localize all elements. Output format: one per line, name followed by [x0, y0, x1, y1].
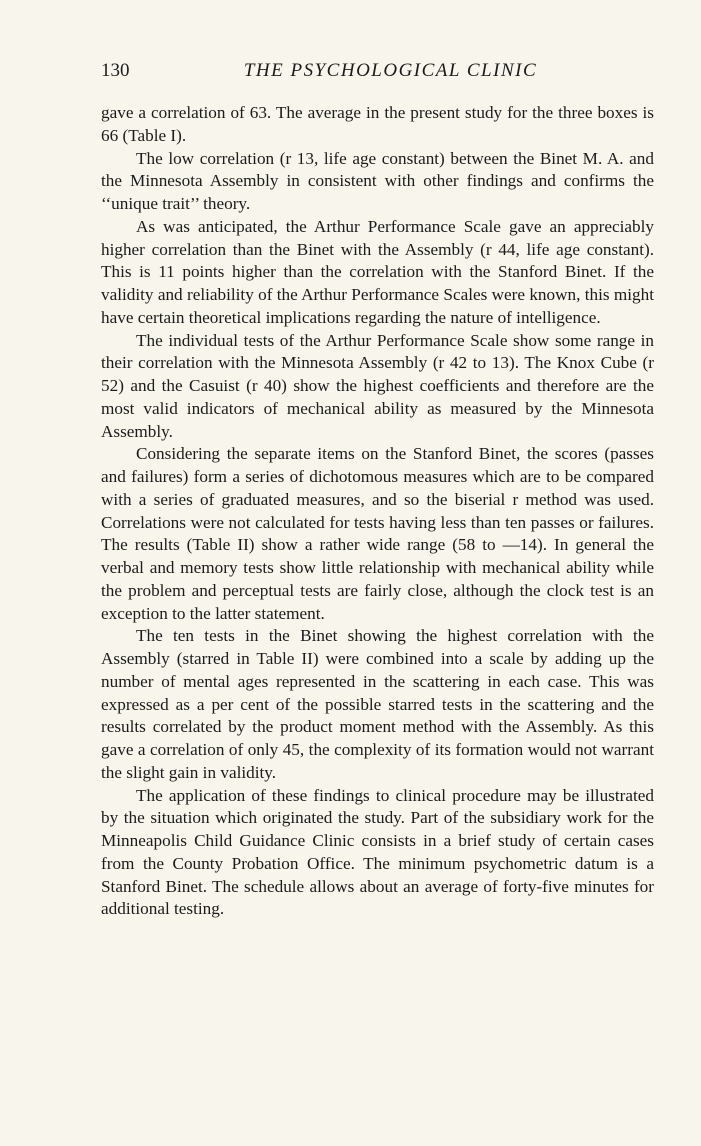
- paragraph: The ten tests in the Binet showing the highest correlation with the Assembly (starred in Table II) were combined into a scale by adding up the number of mental ages represented in the scattering in each case. This was expressed as a per cent of the possible starred tests in the scattering and the results correlated by the product moment method with the Assembly. As this gave a correlation of only 45, the complexity of its formation would not warrant the slight gain in validity.: [101, 626, 654, 782]
- paragraph: Considering the separate items on the Stanford Binet, the scores (passes and failures) form a series of dichotomous measures which are to be compared with a series of graduated measures, and so the biserial r method was used. Correlations were not calculated for tests having less than ten passes or failures. The results (Table II) show a rather wide range (58 to —14). In general the verbal and memory tests show little relationship with mechanical ability while the problem and perceptual tests are fairly close, although the clock test is an exception to the latter statement.: [101, 444, 654, 623]
- paragraph: gave a correlation of 63. The average in the present study for the three boxes is 66 (Table I).: [101, 103, 654, 145]
- body-text: [101, 102, 654, 921]
- paragraph: The individual tests of the Arthur Performance Scale show some range in their correlation with the Minnesota Assembly (r 42 to 13). The Knox Cube (r 52) and the Casuist (r 40) show the highest coefficients and therefore are the most valid indicators of mechanical ability as measured by the Minnesota Assembly.: [101, 330, 654, 441]
- paragraph: The application of these findings to clinical procedure may be illustrated by the situation which originated the study. Part of the subsidiary work for the Minneapolis Child Guidance Clinic consists in a brief study of certain cases from the County Probation Office. The minimum psychometric datum is a Stanford Binet. The schedule allows about an average of forty-five minutes for additional testing.: [101, 785, 654, 919]
- running-title: THE PSYCHOLOGICAL CLINIC: [243, 60, 538, 81]
- paragraph: The low correlation (r 13, life age constant) between the Binet M. A. and the Minnesota Assembly in consistent with other findings and confirms the ‘‘unique trait’’ theory.: [101, 148, 654, 213]
- paragraph: As was anticipated, the Arthur Performance Scale gave an appreciably higher correlation than the Binet with the Assembly (r 44, life age constant). This is 11 points higher than the correlation with the Stanford Binet. If the validity and reliability of the Arthur Performance Scales were known, this might have certain theoretical implications regarding the nature of intelligence.: [101, 216, 654, 327]
- page-header: [101, 56, 654, 86]
- page: [101, 56, 654, 921]
- page-number: 130: [101, 60, 130, 81]
